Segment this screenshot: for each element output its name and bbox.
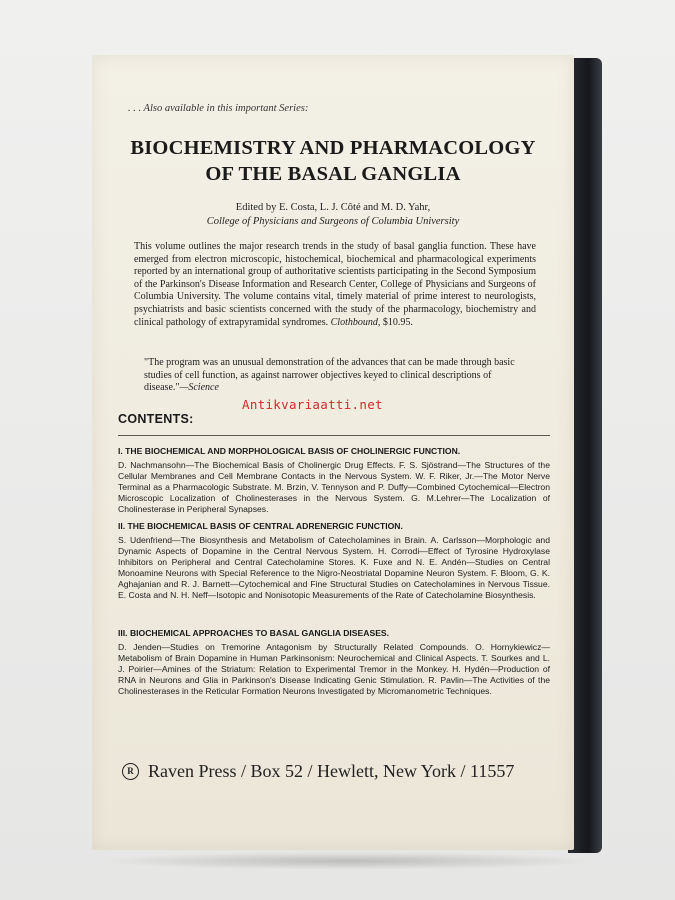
section-1-heading: I. THE BIOCHEMICAL AND MORPHOLOGICAL BASIS OF CHOLINERGIC FUNCTION. (118, 446, 461, 456)
editors-institution: College of Physicians and Surgeons of Columbia University (206, 216, 460, 227)
description-text: This volume outlines the major research trends in the study of basal ganglia function. These have emerged from electron microscopic, histochemical, biochemical and pharmacological experiments reported by an international group of authoritative scientists participating in the Second Symposium of the Parkinson's Disease Information and Research Center, College of Physicians and Surgeons of Columbia University. The volume contains vital, timely material of prime interest to neurologists, psychiatrists and basic scientists concerned with the study of the pharmacology, biochemistry and clinical pathology of extrapyramidal syndromes. (134, 241, 536, 328)
quote-text: "The program was an unusual demonstration of the advances that can be made through basic studies of cell function, as against narrower objectives keyed to clinical descriptions of disease." (144, 357, 515, 394)
quote-source: —Science (179, 382, 219, 394)
review-quote (144, 357, 536, 395)
book-title-line-2: OF THE BASAL GANGLIA (205, 163, 461, 185)
raven-press-logo-icon: R (122, 763, 139, 780)
section-2-body: S. Udenfriend—The Biosynthesis and Metabolism of Catecholamines in Brain. A. Carlsson—Morphologic and Dynamic Aspects of Dopamine in the Central Nervous System. H. Corrodi—Effect of Tyrosine Hydroxylase Inhibitors on Peripheral and Central Catecholamine Stores. K. Fuxe and N. E. Andén—Studies on Central Monoamine Neurons with Special Reference to the Nigro-Neostriatal Dopamine Neuron System. F. Bloom, G. K. Aghajanian and R. J. Barnett—Cytochemical and Fine Structural Studies on Catecholamines in Nervous Tissue. E. Costa and N. H. Neff—Isotopic and Nonisotopic Measurements of the Rate of Catecholamine Biosynthesis. (118, 535, 550, 601)
publisher-line (122, 761, 514, 782)
editors-names: Edited by E. Costa, L. J. Côté and M. D. Yahr, (235, 202, 431, 213)
section-1-body: D. Nachmansohn—The Biochemical Basis of Cholinergic Drug Effects. F. S. Sjöstrand—The Structures of the Cellular Membranes and Cell Membrane Contacts in the Nervous System. W. F. Riker, Jr.—The Motor Nerve Terminal as a Pharmacologic Substrate. M. Brzin, V. Tennyson and P. Duffy—Combined Cytochemical—Electron Microscopic Localization of Cholinesterases in the Nervous System. G. M.Lehrer—The Localization of Cholinesterase in Peripheral Synapses. (118, 460, 550, 515)
section-2-heading: II. THE BIOCHEMICAL BASIS OF CENTRAL ADRENERGIC FUNCTION. (118, 521, 403, 531)
book-price: $10.95. (382, 316, 413, 328)
contents-heading: CONTENTS: (118, 412, 194, 426)
contents-rule (118, 435, 550, 436)
section-3-body: D. Jenden—Studies on Tremorine Antagonism by Structurally Related Compounds. O. Hornykiewicz—Metabolism of Brain Dopamine in Human Parkinsonism: Neurochemical and Clinical Aspects. T. Sourkes and L. J. Poirier—Amines of the Striatum: Relation to Experimental Tremor in the Monkey. H. Hydén—Production of RNA in Neurons and Glia in Parkinson's Disease Indicating Genic Stimulation. R. Pavlin—The Activities of the Cholinesterases in the Reticular Formation Neurons Investigated by Micromanometric Techniques. (118, 642, 550, 697)
book-back-cover (92, 55, 574, 850)
watermark: Antikvariaatti.net (242, 397, 383, 412)
publisher-address: Raven Press / Box 52 / Hewlett, New York / 11557 (148, 761, 515, 781)
book-shadow (96, 852, 601, 870)
book-description (134, 241, 536, 329)
section-3-heading: III. BIOCHEMICAL APPROACHES TO BASAL GANGLIA DISEASES. (118, 628, 390, 638)
binding-type: Clothbound, (330, 316, 381, 328)
series-note: . . . Also available in this important Series: (128, 103, 309, 114)
book-title-line-1: BIOCHEMISTRY AND PHARMACOLOGY (130, 137, 536, 159)
editors-block (92, 201, 574, 229)
